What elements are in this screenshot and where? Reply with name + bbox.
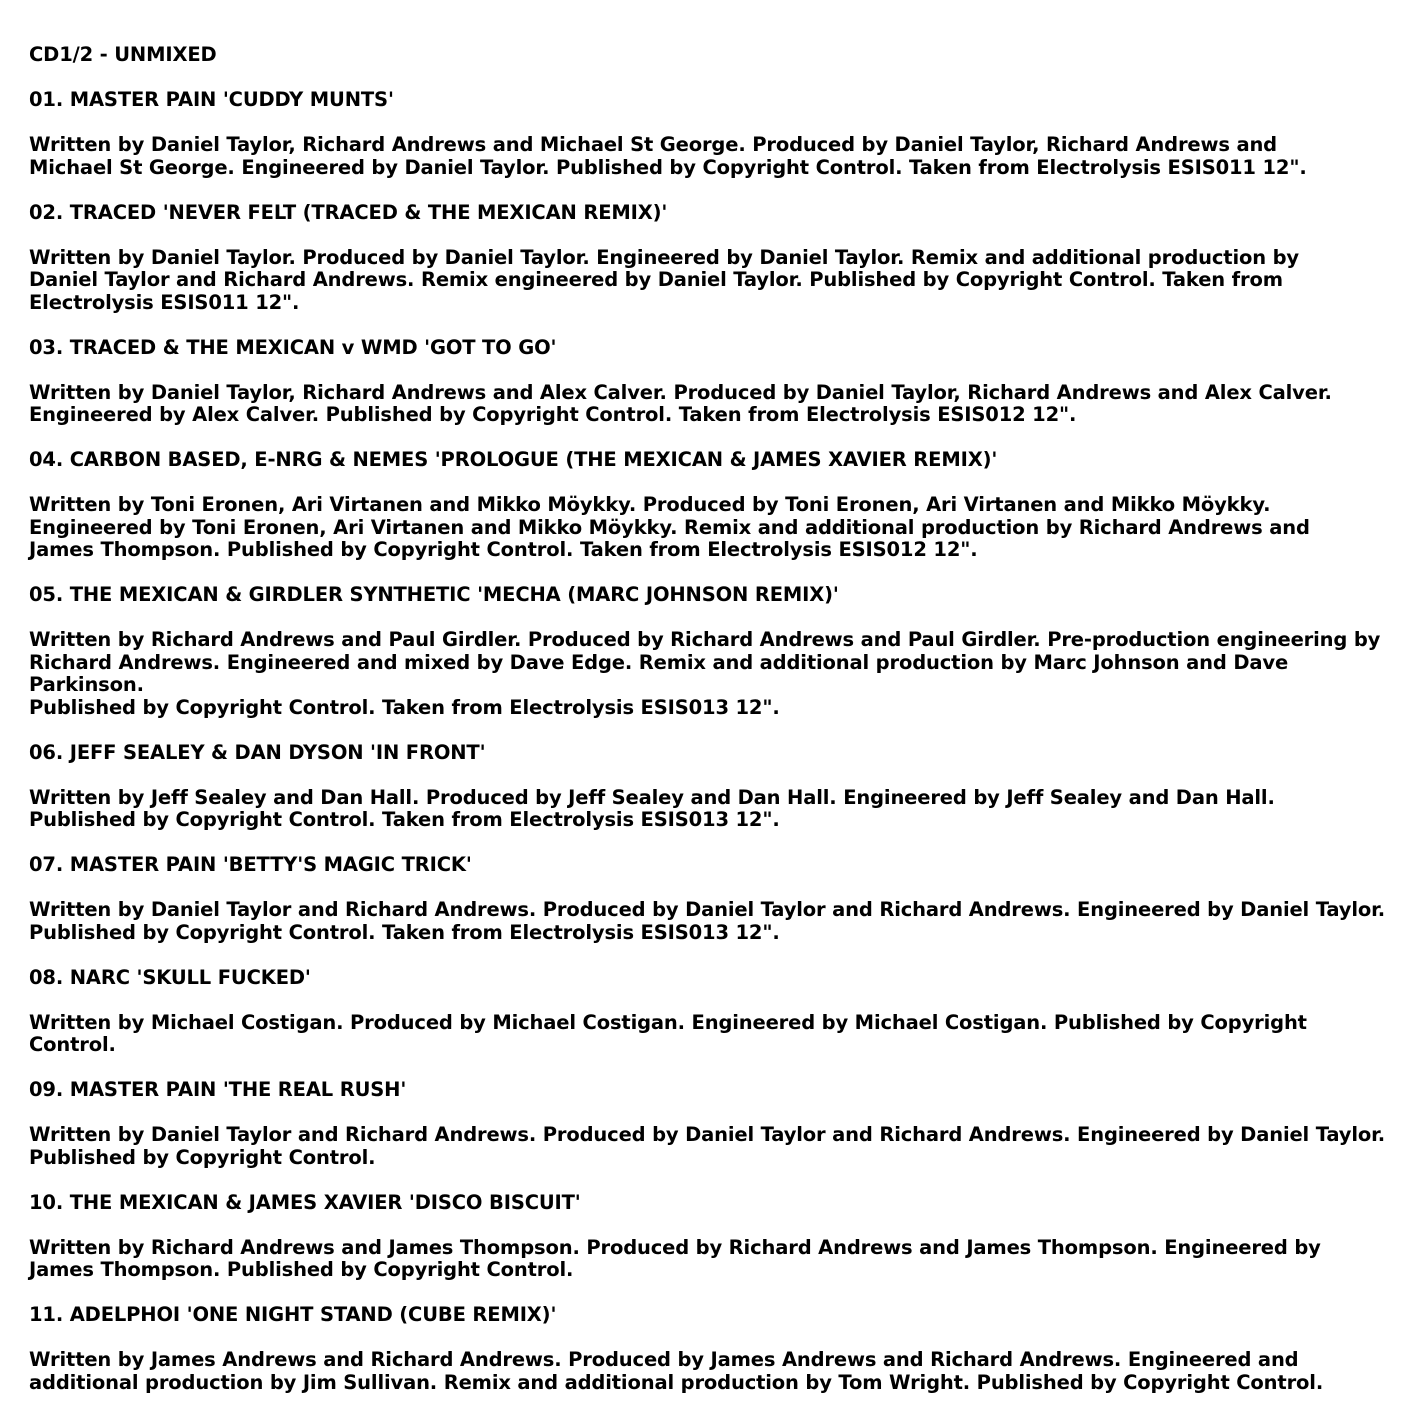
track-credits: Written by Toni Eronen, Ari Virtanen and Mikko Möykky. Produced by Toni Eronen, Ari Virtanen and Mikko Möykky. Engineered by Toni Eronen, Ari Virtanen and Mikko Möykky. Remix and additional production by Richard Andrews and James Thompson. Published by Copyright Control. Taken from Electrolysis ESIS012 12". <box>29 493 1310 561</box>
track-entry <box>29 584 1399 719</box>
track-title: 09. MASTER PAIN 'THE REAL RUSH' <box>29 1078 407 1101</box>
track-credits: Written by Richard Andrews and Paul Girdler. Produced by Richard Andrews and Paul Girdler. Pre-production engineering by Richard Andrews. Engineered and mixed by Dave Edge. Remix and additional production by Marc Johnson and Dave Parkinson. Published by Copyright Control. Taken from Electrolysis ESIS013 12". <box>29 628 1381 719</box>
disc-heading: CD1/2 - UNMIXED <box>29 43 217 66</box>
track-credits: Written by Daniel Taylor and Richard Andrews. Produced by Daniel Taylor and Richard Andrews. Engineered by Daniel Taylor. Published by Copyright Control. Taken from Electrolysis ESIS013 12". <box>29 898 1386 944</box>
track-entry <box>29 854 1399 944</box>
track-title: 06. JEFF SEALEY & DAN DYSON 'IN FRONT' <box>29 740 486 764</box>
track-title: 08. NARC 'SKULL FUCKED' <box>29 965 311 989</box>
track-title: 03. TRACED & THE MEXICAN v WMD 'GOT TO GO' <box>29 335 557 359</box>
track-credits: Written by Jeff Sealey and Dan Hall. Produced by Jeff Sealey and Dan Hall. Engineered by Jeff Sealey and Dan Hall. Published by Copyright Control. Taken from Electrolysis ESIS013 12". <box>29 785 1275 831</box>
track-entry <box>29 449 1399 562</box>
track-entry <box>29 742 1399 832</box>
track-credits: Written by Daniel Taylor and Richard Andrews. Produced by Daniel Taylor and Richard Andrews. Engineered by Daniel Taylor. Published by Copyright Control. <box>29 1123 1386 1169</box>
track-entry <box>29 1304 1399 1394</box>
track-entry <box>29 1079 1399 1169</box>
track-credits: Written by Daniel Taylor, Richard Andrews and Alex Calver. Produced by Daniel Taylor, Richard Andrews and Alex Calver. Engineered by Alex Calver. Published by Copyright Control. Taken from Electrolysis ESIS012 12". <box>29 380 1332 426</box>
track-title: 01. MASTER PAIN 'CUDDY MUNTS' <box>29 88 394 111</box>
track-credits: Written by Daniel Taylor, Richard Andrews and Michael St George. Produced by Daniel Taylor, Richard Andrews and Michael St George. Engineered by Daniel Taylor. Published by Copyright Control. Taken from Electrolysis ESIS011 12". <box>29 133 1307 179</box>
track-title: 07. MASTER PAIN 'BETTY'S MAGIC TRICK' <box>29 853 472 876</box>
track-entry <box>29 202 1399 315</box>
track-title: 02. TRACED 'NEVER FELT (TRACED & THE MEXICAN REMIX)' <box>29 200 668 224</box>
liner-notes <box>29 44 1399 1417</box>
track-title: 10. THE MEXICAN & JAMES XAVIER 'DISCO BISCUIT' <box>29 1190 581 1214</box>
track-credits: Written by Richard Andrews and James Thompson. Produced by Richard Andrews and James Thompson. Engineered by James Thompson. Published by Copyright Control. <box>29 1235 1321 1281</box>
track-entry <box>29 89 1399 179</box>
track-title: 04. CARBON BASED, E-NRG & NEMES 'PROLOGUE (THE MEXICAN & JAMES XAVIER REMIX)' <box>29 448 998 471</box>
track-credits: Written by Michael Costigan. Produced by Michael Costigan. Engineered by Michael Costigan. Published by Copyright Control. <box>29 1010 1307 1056</box>
track-credits: Written by James Andrews and Richard Andrews. Produced by James Andrews and Richard Andrews. Engineered and additional production by Jim Sullivan. Remix and additional production by Tom Wright. Published by Copyright Control. <box>29 1348 1324 1394</box>
track-title: 11. ADELPHOI 'ONE NIGHT STAND (CUBE REMIX)' <box>29 1303 557 1326</box>
track-entry <box>29 337 1399 427</box>
track-entry <box>29 967 1399 1057</box>
track-title: 05. THE MEXICAN & GIRDLER SYNTHETIC 'MECHA (MARC JOHNSON REMIX)' <box>29 583 839 606</box>
track-entry <box>29 1192 1399 1282</box>
track-credits: Written by Daniel Taylor. Produced by Daniel Taylor. Engineered by Daniel Taylor. Remix and additional production by Daniel Taylor and Richard Andrews. Remix engineered by Daniel Taylor. Published by Copyright Control. Taken from Electrolysis ESIS011 12". <box>29 245 1299 314</box>
